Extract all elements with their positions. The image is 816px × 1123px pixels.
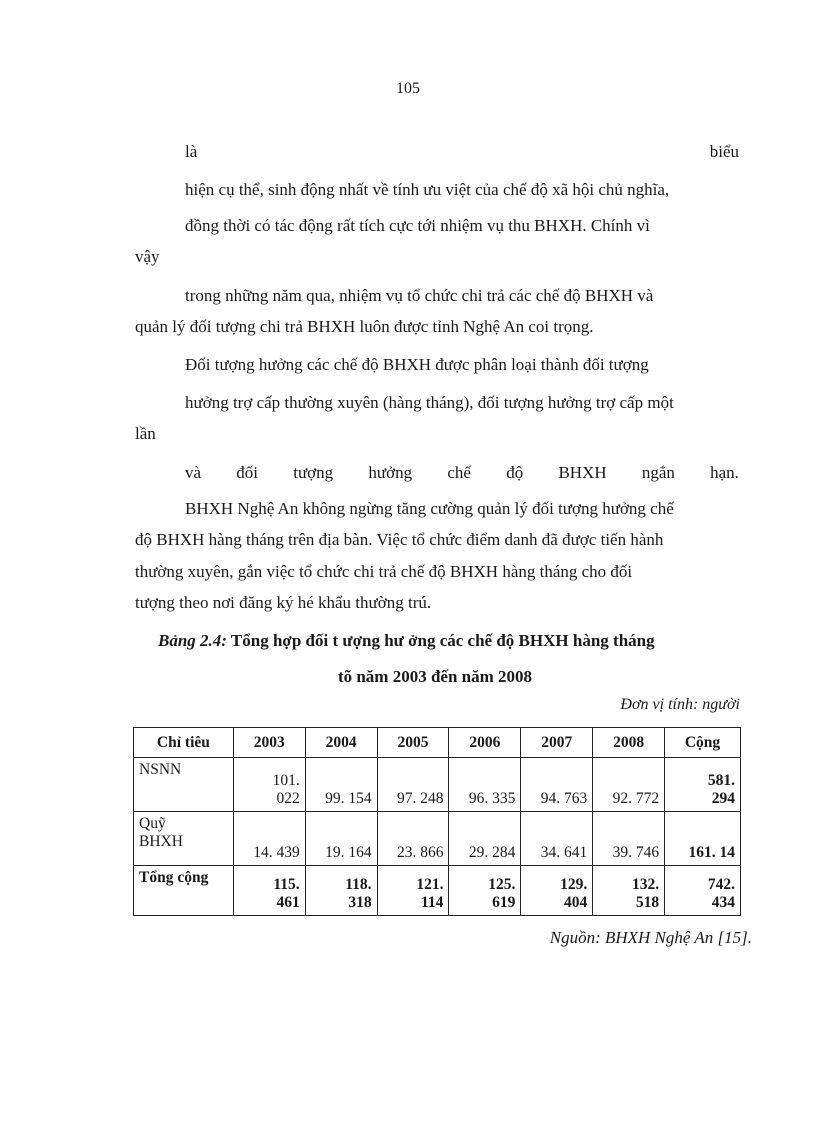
table-cell: 29. 284 — [449, 812, 521, 866]
cell-line: 461 — [276, 894, 300, 911]
text-line: thường xuyên, gắn việc tổ chức chi trả chế độ BHXH hàng tháng cho đối — [135, 562, 633, 581]
table-row-total — [134, 866, 741, 916]
text-line: lần — [135, 424, 156, 443]
table-cell — [233, 866, 305, 916]
table-cell — [305, 866, 377, 916]
data-table — [133, 727, 741, 916]
text-line: vậy — [135, 247, 160, 266]
table-cell-total — [665, 758, 741, 812]
row-label: NSNN — [134, 758, 234, 812]
table-caption-title: Tổng hợp đối t ượng hư ởng các chế độ BHXH hàng tháng — [230, 631, 655, 650]
text-word: chế — [447, 463, 471, 482]
table-cell: 34. 641 — [521, 812, 593, 866]
table-cell — [521, 866, 593, 916]
table-cell — [449, 866, 521, 916]
column-header: Chỉ tiêu — [134, 728, 234, 758]
table-row — [134, 758, 741, 812]
text-word: đối — [236, 463, 259, 482]
cell-line: 619 — [492, 894, 516, 911]
row-label — [134, 812, 234, 866]
table-row — [134, 812, 741, 866]
text-line: hưởng trợ cấp thường xuyên (hàng tháng), đối tượng hưởng trợ cấp một — [185, 393, 674, 412]
text-word: hưởng — [368, 463, 413, 482]
text-line: quản lý đối tượng chi trả BHXH luôn được tỉnh Nghệ An coi trọng. — [135, 317, 594, 336]
column-header: 2005 — [377, 728, 449, 758]
text-word: biểu — [709, 142, 739, 161]
column-header: 2007 — [521, 728, 593, 758]
cell-line: 125. — [488, 876, 516, 893]
text-word: và — [185, 463, 202, 482]
cell-line: 404 — [563, 894, 588, 911]
table-caption-label: Bảng 2.4: — [158, 631, 227, 650]
cell-line: 318 — [348, 894, 372, 911]
cell-line: 101. — [272, 772, 300, 789]
column-header: Cộng — [665, 728, 741, 758]
table-cell: 23. 866 — [377, 812, 449, 866]
text-line — [185, 142, 739, 162]
table-caption — [158, 631, 655, 651]
text-line: độ BHXH hàng tháng trên địa bàn. Việc tổ chức điểm danh đã được tiến hành — [135, 530, 664, 549]
cell-line: 581. — [707, 772, 735, 789]
table-cell-total: 161. 14 — [665, 812, 741, 866]
cell-line: 742. — [707, 876, 735, 893]
column-header: 2004 — [305, 728, 377, 758]
source-note: Nguồn: BHXH Nghệ An [15]. — [549, 928, 752, 947]
table-cell: 99. 154 — [305, 758, 377, 812]
text-line: trong những năm qua, nhiệm vụ tổ chức chi trả các chế độ BHXH và — [185, 286, 654, 305]
text-word: BHXH — [558, 463, 607, 482]
text-word: tượng — [293, 463, 334, 482]
row-label: Tổng cộng — [134, 866, 234, 916]
unit-note: Đơn vị tính: người — [620, 696, 740, 713]
cell-line: 434 — [711, 894, 735, 911]
page-number: 105 — [396, 80, 420, 97]
cell-line: 115. — [273, 876, 300, 893]
text-line: tượng theo nơi đăng ký hé khẩu thường trú. — [135, 593, 432, 612]
cell-line: BHXH — [139, 833, 183, 850]
table-cell: 97. 248 — [377, 758, 449, 812]
table-cell: 94. 763 — [521, 758, 593, 812]
table-cell — [377, 866, 449, 916]
column-header: 2003 — [233, 728, 305, 758]
cell-line: 114 — [421, 894, 444, 911]
cell-line: 294 — [711, 790, 735, 807]
table-cell: 19. 164 — [305, 812, 377, 866]
table-header-row — [134, 728, 741, 758]
cell-line: 132. — [631, 876, 660, 893]
table-cell-total — [665, 866, 741, 916]
text-word: là — [185, 142, 198, 161]
table-cell: 96. 335 — [449, 758, 521, 812]
table-cell: 92. 772 — [593, 758, 665, 812]
cell-line: 022 — [276, 790, 300, 807]
text-line: hiện cụ thể, sinh động nhất về tính ưu việt của chế độ xã hội chủ nghĩa, — [185, 180, 670, 199]
cell-line: 121. — [416, 876, 444, 893]
text-line: BHXH Nghệ An không ngừng tăng cường quản lý đối tượng hưởng chế — [185, 499, 674, 518]
column-header: 2008 — [593, 728, 665, 758]
cell-line: Quỹ — [139, 815, 166, 832]
text-word: ngắn — [641, 463, 675, 482]
table-cell — [233, 758, 305, 812]
text-word: hạn. — [710, 463, 739, 482]
cell-line: 129. — [560, 876, 588, 893]
text-line: Đối tượng hưởng các chế độ BHXH được phân loại thành đối tượng — [185, 355, 649, 374]
table-cell: 39. 746 — [593, 812, 665, 866]
text-line — [185, 463, 739, 483]
text-line: đồng thời có tác động rất tích cực tới nhiệm vụ thu BHXH. Chính vì — [185, 216, 650, 235]
table-cell — [593, 866, 665, 916]
text-word: độ — [506, 463, 524, 482]
table-caption-subtitle: tõ năm 2003 đến năm 2008 — [337, 667, 533, 686]
table-cell: 14. 439 — [233, 812, 305, 866]
cell-line: 518 — [635, 894, 660, 911]
column-header: 2006 — [449, 728, 521, 758]
cell-line: 118. — [345, 876, 372, 893]
